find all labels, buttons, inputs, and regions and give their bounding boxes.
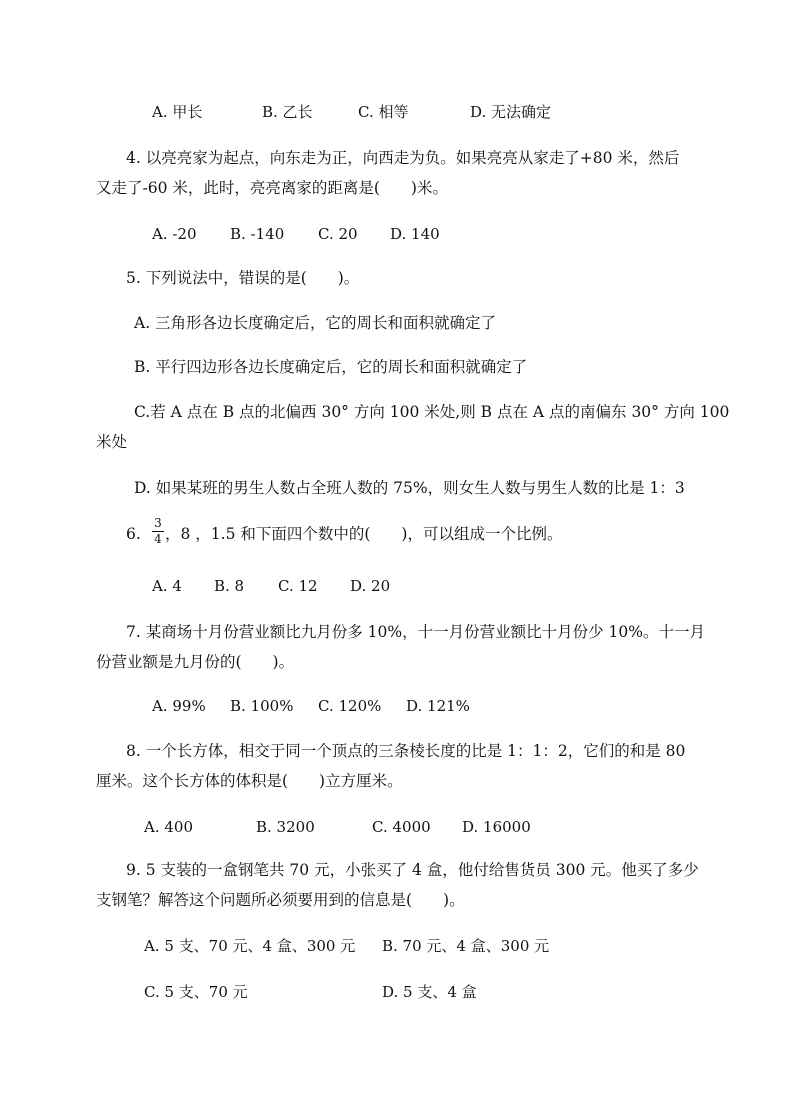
- q5-option-a: A. 三角形各边长度确定后，它的周长和面积就确定了: [134, 314, 497, 332]
- q8-stem-line2: 厘米。这个长方体的体积是( )立方厘米。: [96, 772, 403, 790]
- q9-option-a: A. 5 支、70 元、4 盒、300 元: [144, 937, 356, 955]
- q6-option-c: C. 12: [278, 577, 318, 595]
- q3-option-d: D. 无法确定: [470, 103, 552, 121]
- q9-stem-line2: 支钢笔？解答这个问题所必须要用到的信息是( )。: [96, 891, 465, 909]
- q3-option-c: C. 相等: [358, 103, 409, 121]
- q6-option-b: B. 8: [214, 577, 245, 595]
- q8-stem-line1: 8. 一个长方体，相交于同一个顶点的三条棱长度的比是 1：1：2，它们的和是 80: [126, 742, 686, 760]
- q8-option-d: D. 16000: [462, 818, 531, 836]
- q6-option-a: A. 4: [152, 577, 182, 595]
- q4-option-c: C. 20: [318, 225, 358, 243]
- q9-option-b: B. 70 元、4 盒、300 元: [382, 937, 550, 955]
- q6-fraction: [152, 517, 164, 546]
- q5-option-d: D. 如果某班的男生人数占全班人数的 75%，则女生人数与男生人数的比是 1：3: [134, 479, 685, 497]
- q4-stem-line2: 又走了-60 米，此时，亮亮离家的距离是( )米。: [96, 179, 448, 197]
- q7-option-c: C. 120%: [318, 697, 382, 715]
- q8-option-b: B. 3200: [256, 818, 315, 836]
- q9-stem-line1: 9. 5 支装的一盒钢笔共 70 元，小张买了 4 盒，他付给售货员 300 元。他买了多少: [126, 861, 699, 879]
- q3-option-b: B. 乙长: [262, 103, 313, 121]
- q7-option-a: A. 99%: [152, 697, 206, 715]
- q6-number: 6.: [126, 525, 141, 543]
- q6-option-d: D. 20: [350, 577, 391, 595]
- q4-stem-line1: 4. 以亮亮家为起点，向东走为正，向西走为负。如果亮亮从家走了+80 米，然后: [126, 149, 680, 167]
- q5-option-c-line2: 米处: [96, 433, 128, 451]
- q8-option-a: A. 400: [144, 818, 193, 836]
- q5-option-b: B. 平行四边形各边长度确定后，它的周长和面积就确定了: [134, 358, 528, 376]
- q9-option-c: C. 5 支、70 元: [144, 983, 248, 1001]
- q9-option-d: D. 5 支、4 盒: [382, 983, 477, 1001]
- q4-option-a: A. -20: [152, 225, 197, 243]
- q7-option-d: D. 121%: [406, 697, 470, 715]
- q5-stem: 5. 下列说法中，错误的是( )。: [126, 269, 360, 287]
- q6-fraction-numerator: 3: [154, 516, 162, 530]
- q4-option-b: B. -140: [230, 225, 285, 243]
- q4-option-d: D. 140: [390, 225, 440, 243]
- q7-stem-line1: 7. 某商场十月份营业额比九月份多 10%，十一月份营业额比十月份少 10%。十一月: [126, 623, 705, 641]
- q7-stem-line2: 份营业额是九月份的( )。: [96, 653, 295, 671]
- q8-option-c: C. 4000: [372, 818, 431, 836]
- q5-option-c-line1: C.若 A 点在 B 点的北偏西 30° 方向 100 米处,则 B 点在 A 点的南偏东 30° 方向 100: [134, 403, 730, 421]
- q7-option-b: B. 100%: [230, 697, 294, 715]
- q3-option-a: A. 甲长: [152, 103, 203, 121]
- q6-fraction-denominator: 4: [154, 532, 162, 546]
- q6-stem: ，8 ，1.5 和下面四个数中的( )，可以组成一个比例。: [165, 525, 563, 543]
